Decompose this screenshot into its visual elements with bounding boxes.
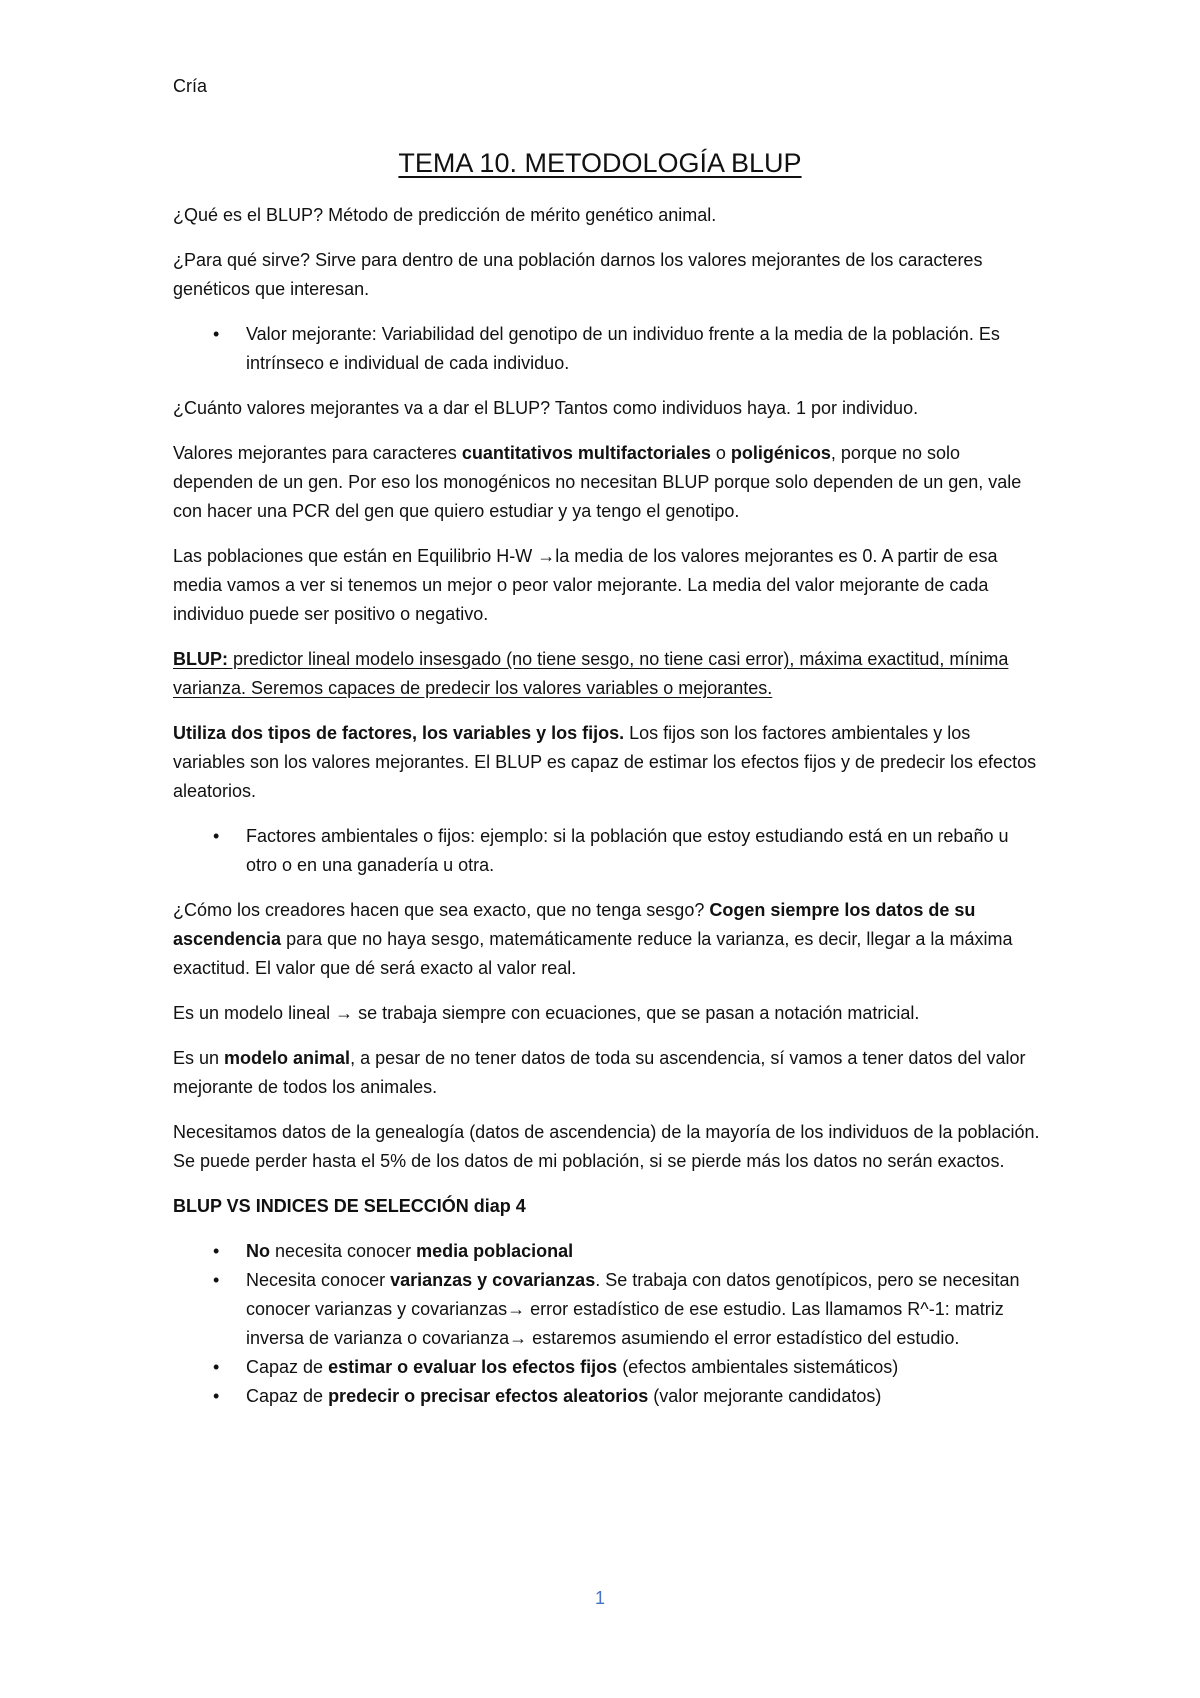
paragraph-cuantos: ¿Cuánto valores mejorantes va a dar el BLUP? Tantos como individuos haya. 1 por individuo. <box>173 398 919 418</box>
list-item: • Capaz de predecir o precisar efectos aleatorios (valor mejorante candidatos) <box>173 1382 1043 1411</box>
paragraph-para-que: ¿Para qué sirve? Sirve para dentro de una población darnos los valores mejorantes de los caracteres genéticos que interesan. <box>173 250 983 299</box>
paragraph-valores-mejorantes: Valores mejorantes para caracteres cuantitativos multifactoriales o poligénicos, porque no solo dependen de un gen. Por eso los monogénicos no necesitan BLUP porque solo dependen de un gen, vale con hacer una PCR del gen que quiero estudiar y ya tengo el genotipo. <box>173 443 1022 521</box>
document-body <box>173 201 1043 1427</box>
arrow-icon: → <box>507 1299 526 1319</box>
arrow-icon: → <box>537 546 556 566</box>
list-item: • Valor mejorante: Variabilidad del genotipo de un individuo frente a la media de la población. Es intrínseco e individual de cada individuo. <box>173 320 1043 378</box>
paragraph-modelo-animal: Es un modelo animal, a pesar de no tener datos de toda su ascendencia, sí vamos a tener datos del valor mejorante de todos los animales. <box>173 1048 1026 1097</box>
paragraph-modelo-lineal: Es un modelo lineal → se trabaja siempre con ecuaciones, que se pasan a notación matricial. <box>173 1003 920 1023</box>
page-number: 1 <box>594 1588 605 1608</box>
paragraph-genealogia: Necesitamos datos de la genealogía (datos de ascendencia) de la mayoría de los individuos de la población. Se puede perder hasta el 5% de los datos de mi población, si se pierde más los datos no serán exactos. <box>173 1122 1040 1171</box>
paragraph-blup-definition: BLUP: predictor lineal modelo insesgado (no tiene sesgo, no tiene casi error), máxima exactitud, mínima varianza. Seremos capaces de predecir los valores variables o mejorantes. <box>173 649 1009 698</box>
list-item: • No necesita conocer media poblacional <box>173 1237 1043 1266</box>
paragraph-que-es: ¿Qué es el BLUP? Método de predicción de mérito genético animal. <box>173 205 717 225</box>
paragraph-exacto: ¿Cómo los creadores hacen que sea exacto, que no tenga sesgo? Cogen siempre los datos de su ascendencia para que no haya sesgo, matemáticamente reduce la varianza, es decir, llegar a la máxima exactitud. El valor que dé será exacto al valor real. <box>173 900 1013 978</box>
paragraph-equilibrio: Las poblaciones que están en Equilibrio H-W →la media de los valores mejorantes es 0. A partir de esa media vamos a ver si tenemos un mejor o peor valor mejorante. La media del valor mejorante de cada individuo puede ser positivo o negativo. <box>173 546 998 624</box>
list-item: • Factores ambientales o fijos: ejemplo: si la población que estoy estudiando está en un rebaño u otro o en una ganadería u otra. <box>173 822 1043 880</box>
list-item: • Necesita conocer varianzas y covarianzas. Se trabaja con datos genotípicos, pero se necesitan conocer varianzas y covarianzas→ error estadístico de ese estudio. Las llamamos R^-1: matriz inversa de varianza o covarianza→ estaremos asumiendo el error estadístico del estudio. <box>173 1266 1043 1353</box>
bullet-list-factores <box>173 822 1043 880</box>
page-title: TEMA 10. METODOLOGÍA BLUP <box>398 148 802 178</box>
arrow-icon: → <box>335 1003 354 1023</box>
section-heading: BLUP VS INDICES DE SELECCIÓN diap 4 <box>173 1196 526 1216</box>
bullet-list-comparison <box>173 1237 1043 1411</box>
bullet-list-valor <box>173 320 1043 378</box>
header-section: Cría <box>173 76 208 96</box>
list-item: • Capaz de estimar o evaluar los efectos fijos (efectos ambientales sistemáticos) <box>173 1353 1043 1382</box>
arrow-icon: → <box>509 1328 528 1348</box>
paragraph-tipos-factores: Utiliza dos tipos de factores, los variables y los fijos. Los fijos son los factores ambientales y los variables son los valores mejorantes. El BLUP es capaz de estimar los efectos fijos y de predecir los efectos aleatorios. <box>173 723 1037 801</box>
